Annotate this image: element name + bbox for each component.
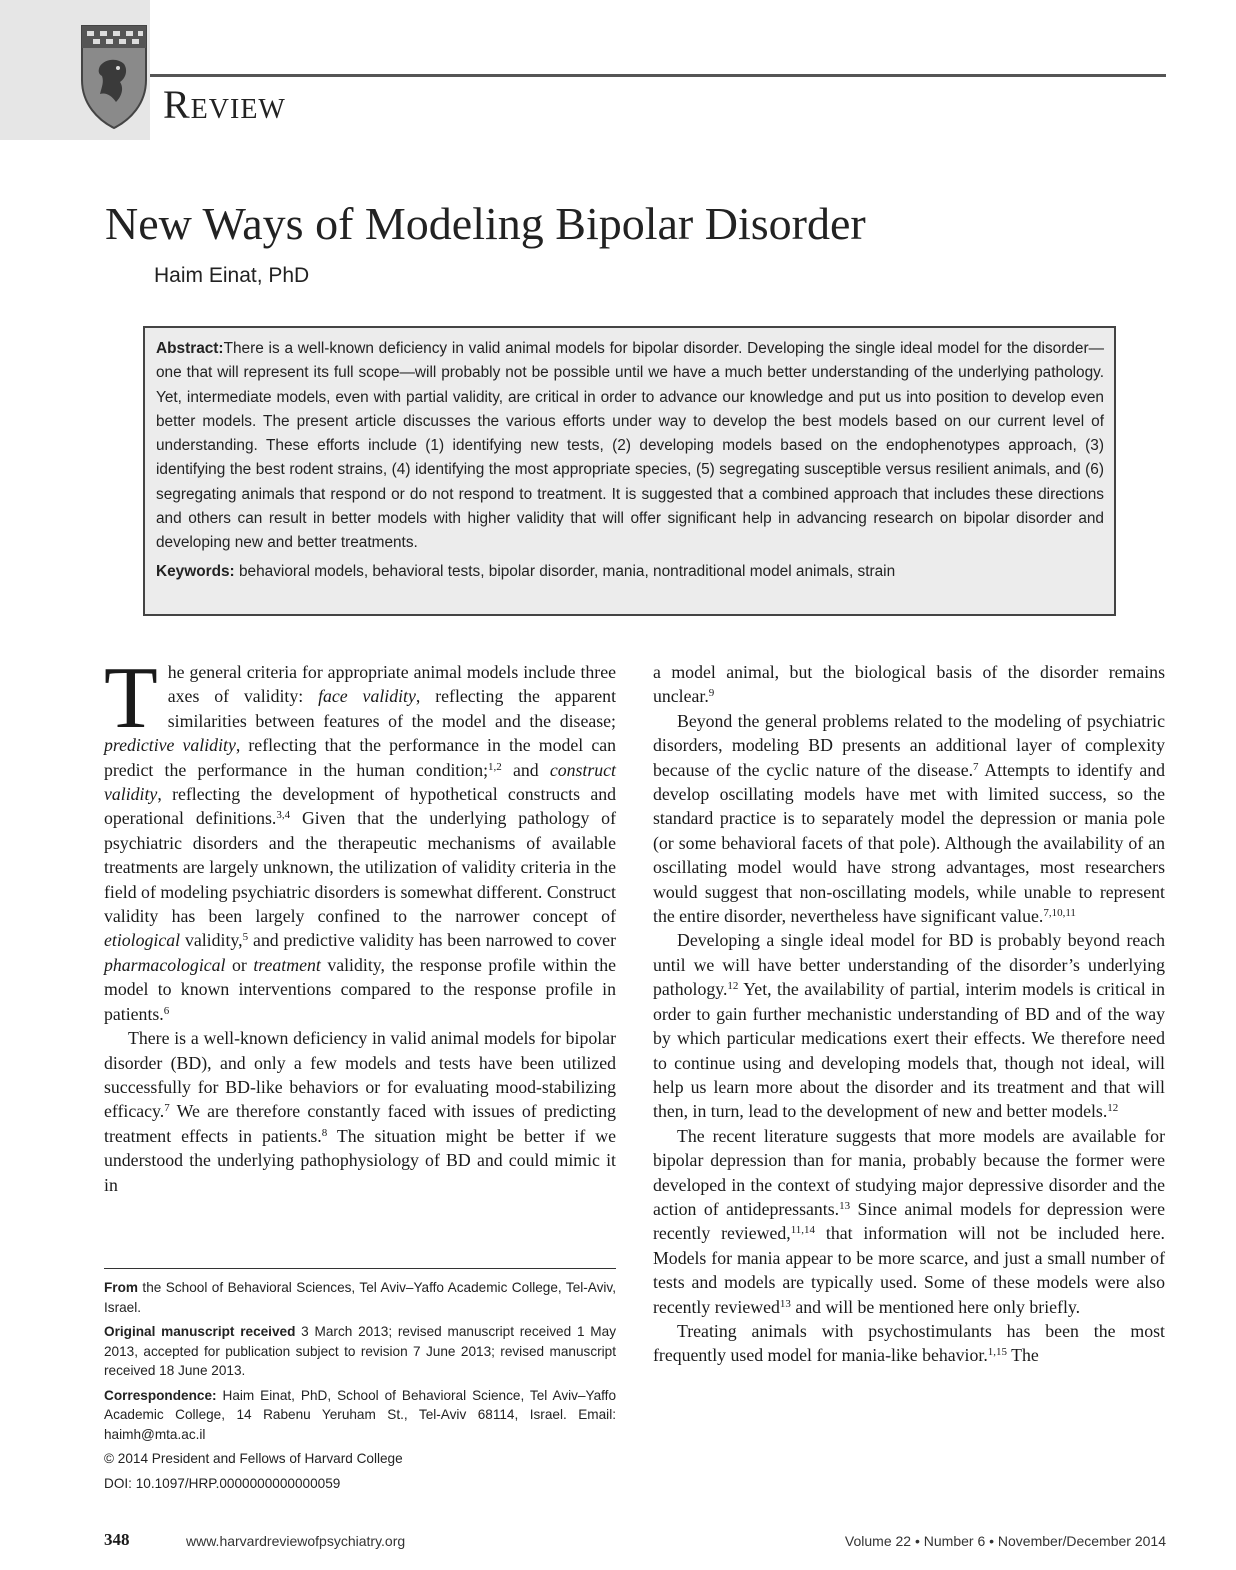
abstract-box <box>143 326 1116 616</box>
abstract-text <box>156 337 1104 556</box>
citation: 7,10,11 <box>1043 907 1076 920</box>
affiliation-from: From the School of Behavioral Sciences, Tel Aviv–Yaffo Academic College, Tel-Aviv, Israel. <box>104 1280 616 1315</box>
citation: 13 <box>779 1297 791 1310</box>
drop-cap: T <box>104 650 158 747</box>
citation: 13 <box>839 1199 851 1212</box>
abstract-label: Abstract: <box>156 340 224 357</box>
citation: 1,2 <box>488 760 502 773</box>
abstract-body: There is a well-known deficiency in valid animal models for bipolar disorder. Developing the single ideal model for the disorder—one that will represent its full scope—will probably not be possible until we have a much better understanding of the underlying pathology. Yet, intermediate models, even with partial validity, are critical in order to advance our knowledge and put us into position to develop even better models. The present article discusses the various efforts under way to develop the best models based on our current level of understanding. These efforts include (1) identifying new tests, (2) developing models based on the endophenotypes approach, (3) identifying the best rodent strains, (4) identifying the most appropriate species, (5) segregating susceptible versus resilient animals, and (6) segregating animals that respond or do not respond to treatment. It is suggested that a combined approach that includes these directions and others can result in better models with higher validity that will offer significant help in advancing research on bipolar disorder and developing new and better treatments. <box>156 340 1104 552</box>
harvard-shield-logo <box>78 22 150 132</box>
citation: 3,4 <box>276 809 291 822</box>
issue-info: Volume 22 • Number 6 • November/December 2014 <box>844 1533 1166 1549</box>
citation: 8 <box>321 1126 328 1139</box>
keywords-list: behavioral models, behavioral tests, bipolar disorder, mania, nontraditional model animals, strain <box>238 562 896 580</box>
body-paragraph-4: Beyond the general problems related to the modeling of psychiatric disorders, modeling BD presents an additional layer of complexity because of the cyclic nature of the disease.$^7$ Attempts to identify and develop oscillating models have met with limited success, so the standard practice is to separately model the depression or mania pole (or some behavioral facets of that pole). Although the availability of an oscillating model would have strong advantages, most researchers would suggest that non-oscillating models, while unable to represent the entire disorder, nevertheless have significant value.$^{7,10,11}$ <box>653 710 1165 927</box>
header-rule <box>150 74 1166 77</box>
citation: 5 <box>242 931 249 944</box>
section-label: Review <box>163 82 286 127</box>
body-column-left <box>104 650 617 1197</box>
manuscript-history: Original manuscript received 3 March 2013; revised manuscript received 1 May 2013, accepted for publication subject to revision 7 June 2013; revised manuscript received 18 June 2013. <box>104 1324 616 1378</box>
citation: 7 <box>973 760 979 773</box>
body-paragraph-2: There is a well-known deficiency in valid animal models for bipolar disorder (BD), and only a few models and tests have been utilized successfully for BD-like behaviors or for evaluating mood-stabilizing efficacy.$^7$ We are therefore constantly faced with issues of predicting treatment effects in patients.$^8$ The situation might be better if we understood the underlying pathophysiology of BD and could mimic it in <box>104 1028 616 1195</box>
citation: 11,14 <box>790 1224 816 1237</box>
page-number: 348 <box>104 1530 130 1549</box>
affiliations-block <box>104 1278 616 1498</box>
citation: 7 <box>164 1102 170 1115</box>
body-paragraph-6: The recent literature suggests that more models are available for bipolar depression than for mania, probably because the former were developed in the context of studying major depressive disorder and the action of antidepressants.$^{13}$ Since animal models for depression were recently reviewed,$^{11,14}$ that information will not be included here. Models for mania appear to be more scarce, and just a small number of tests and models are typically used. Some of these models were also recently reviewed$^{13}$ and will be mentioned here only briefly. <box>653 1125 1166 1317</box>
doi: DOI: 10.1097/HRP.0000000000000059 <box>104 1475 341 1491</box>
body-paragraph-5: Developing a single ideal model for BD is probably beyond reach until we will have better understanding of the disorder’s underlying pathology.$^{12}$ Yet, the availability of partial, interim models is critical in order to gain further mechanistic understanding of BD and of the way by which particular medications exert their effects. We therefore need to continue using and developing models that, though not ideal, will help us learn more about the disorder and its treatment and that will then, in turn, lead to the development of new and better models.$^{12}$ <box>653 930 1165 1122</box>
keywords-label: Keywords: <box>156 562 235 580</box>
citation: 12 <box>727 980 739 993</box>
article-title: New Ways of Modeling Bipolar Disorder <box>105 198 866 249</box>
body-paragraph-7: Treating animals with psychostimulants has been the most frequently used model for mania-like behavior.$^{1,15}$ The <box>653 1320 1165 1366</box>
citation: 1,15 <box>987 1346 1008 1359</box>
citation: 12 <box>1107 1102 1119 1115</box>
copyright-notice: © 2014 President and Fellows of Harvard College <box>104 1451 403 1466</box>
body-paragraph-1: The general criteria for appropriate animal models include three axes of validity: face validity, reflecting the apparent similarities between features of the model and the disease; predictive validity, reflecting that the performance in the model can predict the performance in the human condition;$^{1,2}$ and construct validity, reflecting the development of hypothetical constructs and operational definitions.$^{3,4}$ Given that the underlying pathology of psychiatric disorders and the therapeutic mechanisms of available treatments are largely unknown, the utilization of validity criteria in the field of modeling psychiatric disorders is somewhat different. Construct validity has been largely confined to the narrower concept of etiological validity,$^5$ and predictive validity has been narrowed to cover pharmacological or treatment validity, the response profile within the model to known interventions compared to the response profile in patients.$^6$ <box>104 650 617 1024</box>
body-paragraph-3: a model animal, but the biological basis of the disorder remains unclear.$^9$ <box>653 662 1165 707</box>
journal-url: www.harvardreviewofpsychiatry.org <box>186 1533 406 1549</box>
citation: 6 <box>163 1004 170 1017</box>
author-name: Haim Einat, PhD <box>154 264 310 287</box>
body-column-right <box>653 660 1165 1368</box>
keywords <box>156 560 1104 584</box>
citation: 9 <box>708 687 715 700</box>
footnote-rule <box>104 1268 616 1269</box>
correspondence: Correspondence: Haim Einat, PhD, School of Behavioral Science, Tel Aviv–Yaffo Academic College, 14 Rabenu Yeruham St., Tel-Aviv 68114, Israel. Email: haimh@mta.ac.il <box>104 1387 616 1442</box>
